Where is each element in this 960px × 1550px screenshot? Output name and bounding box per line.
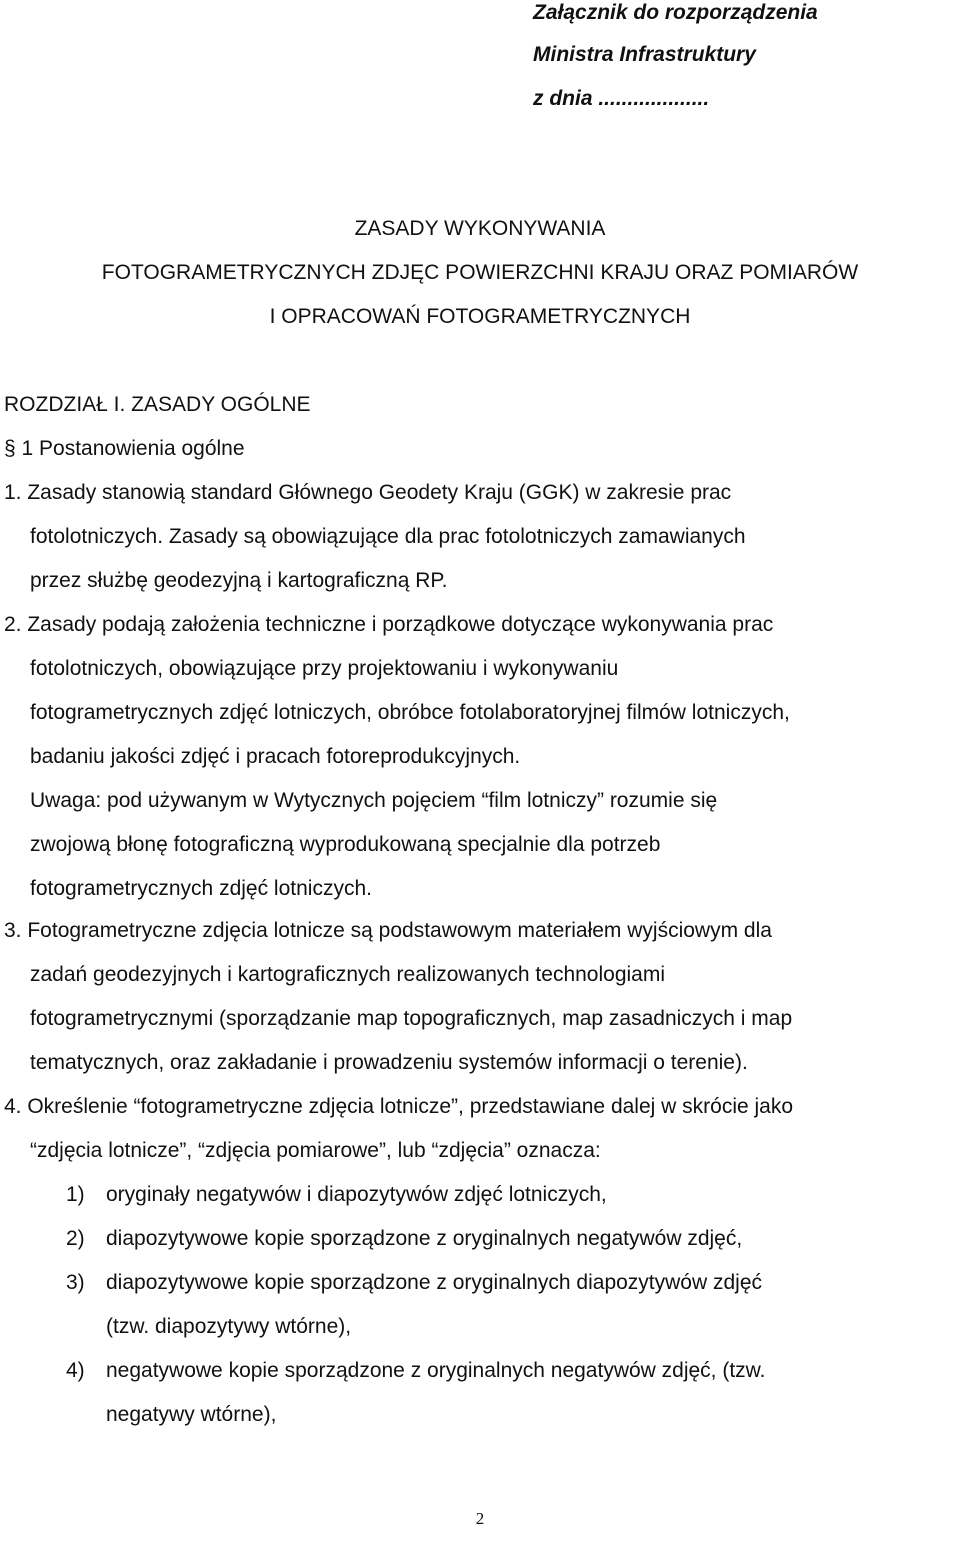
list-item-number: 1) [66, 1183, 85, 1206]
title-line-3: I OPRACOWAŃ FOTOGRAMETRYCZNYCH [269, 305, 691, 328]
body-line: przez służbę geodezyjną i kartograficzną RP. [30, 569, 448, 592]
title-line-1: ZASADY WYKONYWANIA [354, 217, 606, 240]
body-line: 2. Zasady podają założenia techniczne i porządkowe dotyczące wykonywania prac [4, 613, 774, 636]
title-line-2: FOTOGRAMETRYCZNYCH ZDJĘC POWIERZCHNI KRAJU ORAZ POMIARÓW [101, 261, 859, 284]
header-line-2: Ministra Infrastruktury [533, 43, 756, 66]
body-line: fotogrametrycznymi (sporządzanie map topograficznych, map zasadniczych i map [30, 1007, 793, 1030]
body-line: 4. Określenie “fotogrametryczne zdjęcia lotnicze”, przedstawiane dalej w skrócie jako [4, 1095, 794, 1118]
body-line: zadań geodezyjnych i kartograficznych realizowanych technologiami [30, 963, 666, 986]
header-line-3: z dnia ................... [533, 87, 710, 110]
list-item-number: 4) [66, 1359, 85, 1382]
body-line: fotolotniczych. Zasady są obowiązujące dla prac fotolotniczych zamawianych [30, 525, 746, 548]
body-line: Uwaga: pod używanym w Wytycznych pojęciem “film lotniczy” rozumie się [30, 789, 718, 812]
list-item-number: 2) [66, 1227, 85, 1250]
body-line: fotogrametrycznych zdjęć lotniczych, obróbce fotolaboratoryjnej filmów lotniczych, [30, 701, 790, 724]
list-item-text: diapozytywowe kopie sporządzone z oryginalnych negatywów zdjęć, [106, 1227, 743, 1250]
body-line: 3. Fotogrametryczne zdjęcia lotnicze są podstawowym materiałem wyjściowym dla [4, 919, 772, 942]
section-heading: § 1 Postanowienia ogólne [4, 437, 245, 460]
body-line: badaniu jakości zdjęć i pracach fotoreprodukcyjnych. [30, 745, 521, 768]
body-line: fotolotniczych, obowiązujące przy projektowaniu i wykonywaniu [30, 657, 619, 680]
body-line: 1. Zasady stanowią standard Głównego Geodety Kraju (GGK) w zakresie prac [4, 481, 732, 504]
page-number: 2 [475, 1509, 485, 1528]
chapter-heading: ROZDZIAŁ I. ZASADY OGÓLNE [4, 393, 311, 416]
list-item-text: (tzw. diapozytywy wtórne), [106, 1315, 352, 1338]
list-item-text: oryginały negatywów i diapozytywów zdjęć lotniczych, [106, 1183, 607, 1206]
body-line: fotogrametrycznych zdjęć lotniczych. [30, 877, 372, 900]
list-item-text: negatywy wtórne), [106, 1403, 277, 1426]
body-line: zwojową błonę fotograficzną wyprodukowaną specjalnie dla potrzeb [30, 833, 661, 856]
list-item-text: diapozytywowe kopie sporządzone z oryginalnych diapozytywów zdjęć [106, 1271, 763, 1294]
header-line-1: Załącznik do rozporządzenia [533, 1, 818, 24]
list-item-number: 3) [66, 1271, 85, 1294]
body-line: tematycznych, oraz zakładanie i prowadzeniu systemów informacji o terenie). [30, 1051, 748, 1074]
list-item-text: negatywowe kopie sporządzone z oryginalnych negatywów zdjęć, (tzw. [106, 1359, 766, 1382]
body-line: “zdjęcia lotnicze”, “zdjęcia pomiarowe”, lub “zdjęcia” oznacza: [30, 1139, 601, 1162]
